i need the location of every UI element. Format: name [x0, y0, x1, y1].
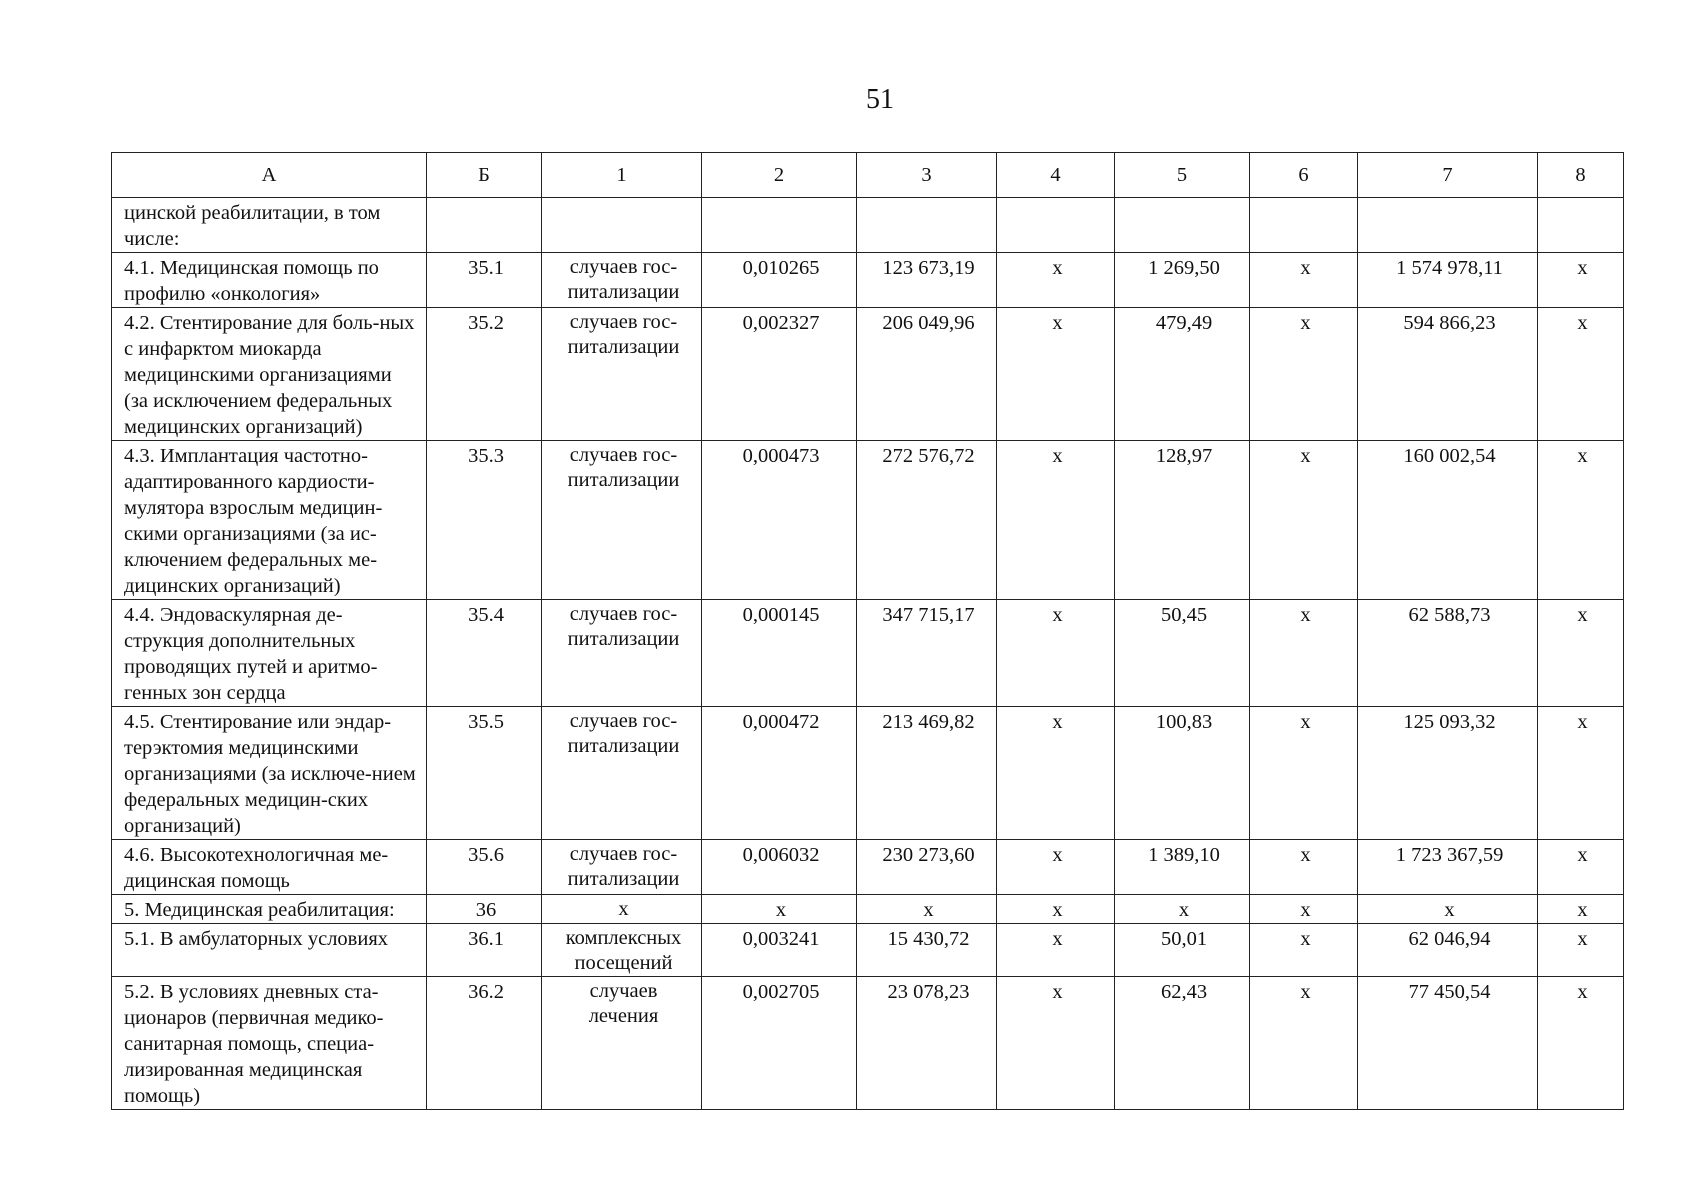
row-name: 5. Медицинская реабилитация: [112, 895, 427, 924]
row-col-3: 123 673,19 [857, 253, 997, 308]
row-col-8: х [1538, 840, 1624, 895]
row-col-7: 125 093,32 [1358, 707, 1538, 840]
row-col-8 [1538, 198, 1624, 253]
row-col-5: 1 269,50 [1115, 253, 1250, 308]
row-code: 35.3 [427, 441, 542, 600]
row-col-2: 0,003241 [702, 924, 857, 977]
row-col-8: х [1538, 707, 1624, 840]
column-header: 3 [857, 153, 997, 198]
row-unit: случаев гос-питализации [542, 840, 702, 895]
row-col-7 [1358, 198, 1538, 253]
row-col-5: 50,01 [1115, 924, 1250, 977]
row-col-6: х [1250, 840, 1358, 895]
row-name: 4.1. Медицинская помощь по профилю «онкология» [112, 253, 427, 308]
table-header-row [112, 153, 1624, 198]
row-col-3: х [857, 895, 997, 924]
column-header: 4 [997, 153, 1115, 198]
row-unit: случаев гос-питализации [542, 441, 702, 600]
row-col-4: х [997, 977, 1115, 1110]
row-col-4: х [997, 895, 1115, 924]
page-number: 51 [866, 84, 894, 115]
row-col-6 [1250, 198, 1358, 253]
table-row [112, 308, 1624, 441]
row-col-8: х [1538, 441, 1624, 600]
row-code: 36 [427, 895, 542, 924]
row-col-5: 50,45 [1115, 600, 1250, 707]
table-row [112, 924, 1624, 977]
row-col-8: х [1538, 308, 1624, 441]
row-col-4: х [997, 924, 1115, 977]
table-row [112, 198, 1624, 253]
column-header: 2 [702, 153, 857, 198]
row-col-2: 0,006032 [702, 840, 857, 895]
row-col-7: 594 866,23 [1358, 308, 1538, 441]
table-row [112, 840, 1624, 895]
row-col-3: 272 576,72 [857, 441, 997, 600]
row-col-5: 62,43 [1115, 977, 1250, 1110]
row-unit: х [542, 895, 702, 924]
row-col-8: х [1538, 895, 1624, 924]
row-col-2 [702, 198, 857, 253]
row-col-7: 1 723 367,59 [1358, 840, 1538, 895]
row-code: 35.5 [427, 707, 542, 840]
row-col-6: х [1250, 441, 1358, 600]
row-col-6: х [1250, 253, 1358, 308]
row-col-4: х [997, 441, 1115, 600]
row-col-7: 62 046,94 [1358, 924, 1538, 977]
row-col-4: х [997, 840, 1115, 895]
table-row [112, 977, 1624, 1110]
row-col-5 [1115, 198, 1250, 253]
row-col-2: 0,010265 [702, 253, 857, 308]
row-col-5: 1 389,10 [1115, 840, 1250, 895]
row-unit: случаев гос-питализации [542, 253, 702, 308]
row-col-2: 0,002705 [702, 977, 857, 1110]
row-col-2: 0,002327 [702, 308, 857, 441]
row-col-8: х [1538, 924, 1624, 977]
row-col-7: 1 574 978,11 [1358, 253, 1538, 308]
row-unit: случаев гос-питализации [542, 600, 702, 707]
row-code: 35.2 [427, 308, 542, 441]
row-col-2: х [702, 895, 857, 924]
row-col-6: х [1250, 600, 1358, 707]
row-code [427, 198, 542, 253]
row-code: 36.2 [427, 977, 542, 1110]
row-unit: комплексных посещений [542, 924, 702, 977]
row-col-3: 213 469,82 [857, 707, 997, 840]
row-col-7: 62 588,73 [1358, 600, 1538, 707]
row-col-4: х [997, 253, 1115, 308]
row-name: 5.2. В условиях дневных ста-ционаров (первичная медико-санитарная помощь, специа-лизированная медицинская помощь) [112, 977, 427, 1110]
row-col-4: х [997, 707, 1115, 840]
table-row [112, 600, 1624, 707]
row-code: 35.1 [427, 253, 542, 308]
column-header: 8 [1538, 153, 1624, 198]
column-header: 6 [1250, 153, 1358, 198]
row-col-6: х [1250, 924, 1358, 977]
row-col-3: 206 049,96 [857, 308, 997, 441]
row-col-4: х [997, 600, 1115, 707]
row-name: 4.4. Эндоваскулярная де-струкция дополнительных проводящих путей и аритмо-генных зон сердца [112, 600, 427, 707]
row-col-8: х [1538, 600, 1624, 707]
row-col-3: 15 430,72 [857, 924, 997, 977]
row-col-2: 0,000472 [702, 707, 857, 840]
table-row [112, 707, 1624, 840]
table-row [112, 895, 1624, 924]
row-col-4: х [997, 308, 1115, 441]
row-col-6: х [1250, 308, 1358, 441]
row-name: 4.3. Имплантация частотно-адаптированного кардиости-мулятора взрослым медицин-скими организациями (за ис-ключением федеральных ме-дицинских организаций) [112, 441, 427, 600]
row-col-8: х [1538, 977, 1624, 1110]
row-name: 5.1. В амбулаторных условиях [112, 924, 427, 977]
table-row [112, 253, 1624, 308]
row-name: 4.2. Стентирование для боль-ных с инфарктом миокарда медицинскими организациями (за исключением федеральных медицинских организаций) [112, 308, 427, 441]
row-col-6: х [1250, 977, 1358, 1110]
row-col-7: 77 450,54 [1358, 977, 1538, 1110]
row-col-5: х [1115, 895, 1250, 924]
row-col-5: 100,83 [1115, 707, 1250, 840]
row-col-5: 128,97 [1115, 441, 1250, 600]
column-header: Б [427, 153, 542, 198]
row-unit: случаев лечения [542, 977, 702, 1110]
column-header: А [112, 153, 427, 198]
column-header: 1 [542, 153, 702, 198]
row-unit: случаев гос-питализации [542, 707, 702, 840]
row-col-4 [997, 198, 1115, 253]
row-col-6: х [1250, 895, 1358, 924]
row-name: 4.6. Высокотехнологичная ме-дицинская помощь [112, 840, 427, 895]
row-col-2: 0,000145 [702, 600, 857, 707]
row-col-7: 160 002,54 [1358, 441, 1538, 600]
row-col-8: х [1538, 253, 1624, 308]
column-header: 7 [1358, 153, 1538, 198]
row-col-5: 479,49 [1115, 308, 1250, 441]
row-code: 35.4 [427, 600, 542, 707]
table-row [112, 441, 1624, 600]
row-col-7: х [1358, 895, 1538, 924]
row-code: 35.6 [427, 840, 542, 895]
row-col-3: 230 273,60 [857, 840, 997, 895]
column-header: 5 [1115, 153, 1250, 198]
row-col-3 [857, 198, 997, 253]
row-unit [542, 198, 702, 253]
row-name: 4.5. Стентирование или эндар-терэктомия медицинскими организациями (за исключе-нием федеральных медицин-ских организаций) [112, 707, 427, 840]
data-table [111, 152, 1624, 1110]
row-unit: случаев гос-питализации [542, 308, 702, 441]
row-col-6: х [1250, 707, 1358, 840]
row-col-2: 0,000473 [702, 441, 857, 600]
row-col-3: 23 078,23 [857, 977, 997, 1110]
row-col-3: 347 715,17 [857, 600, 997, 707]
row-name: цинской реабилитации, в том числе: [112, 198, 427, 253]
row-code: 36.1 [427, 924, 542, 977]
